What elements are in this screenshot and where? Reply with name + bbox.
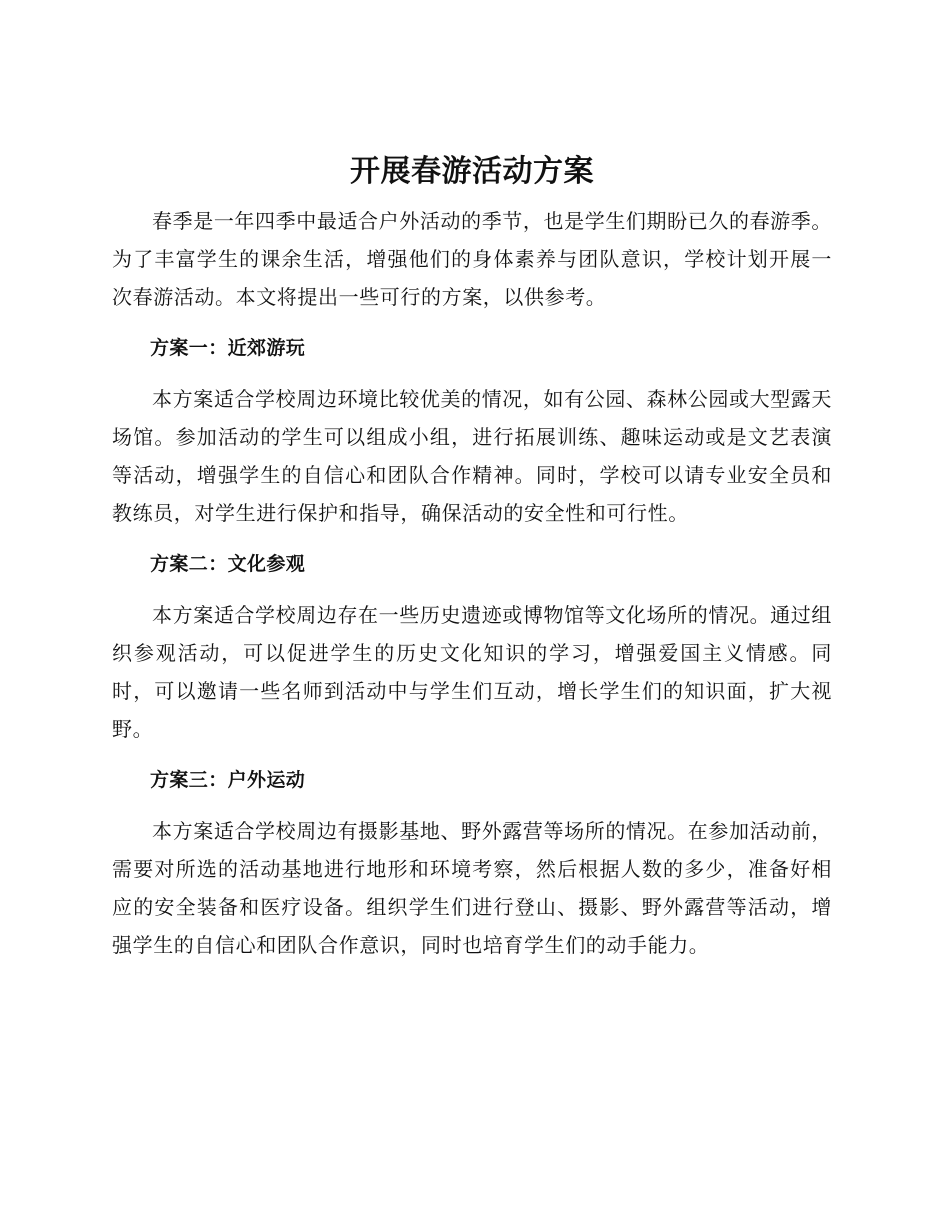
document-page [112,152,832,964]
intro-paragraph: 春季是一年四季中最适合户外活动的季节，也是学生们期盼已久的春游季。为了丰富学生的课余生活，增强他们的身体素养与团队意识，学校计划开展一次春游活动。本文将提出一些可行的方案，以供参考。 [112,209,832,309]
section-heading: 方案二：文化参观 [150,553,306,575]
section-heading: 方案三：户外运动 [150,769,306,791]
section-3 [112,761,832,964]
section-body: 本方案适合学校周边存在一些历史遗迹或博物馆等文化场所的情况。通过组织参观活动，可以促进学生的历史文化知识的学习，增强爱国主义情感。同时，可以邀请一些名师到活动中与学生们互动，增长学生们的知识面，扩大视野。 [112,603,832,741]
section-body: 本方案适合学校周边有摄影基地、野外露营等场所的情况。在参加活动前，需要对所选的活动基地进行地形和环境考察，然后根据人数的多少，准备好相应的安全装备和医疗设备。组织学生们进行登山、摄影、野外露营等活动，增强学生的自信心和团队合作意识，同时也培育学生们的动手能力。 [112,819,832,957]
section-1 [112,329,832,532]
section-heading: 方案一：近郊游玩 [150,337,306,359]
document-title: 开展春游活动方案 [350,154,594,189]
section-body: 本方案适合学校周边环境比较优美的情况，如有公园、森林公园或大型露天场馆。参加活动的学生可以组成小组，进行拓展训练、趣味运动或是文艺表演等活动，增强学生的自信心和团队合作精神。同时，学校可以请专业安全员和教练员，对学生进行保护和指导，确保活动的安全性和可行性。 [112,387,832,525]
section-2 [112,545,832,748]
